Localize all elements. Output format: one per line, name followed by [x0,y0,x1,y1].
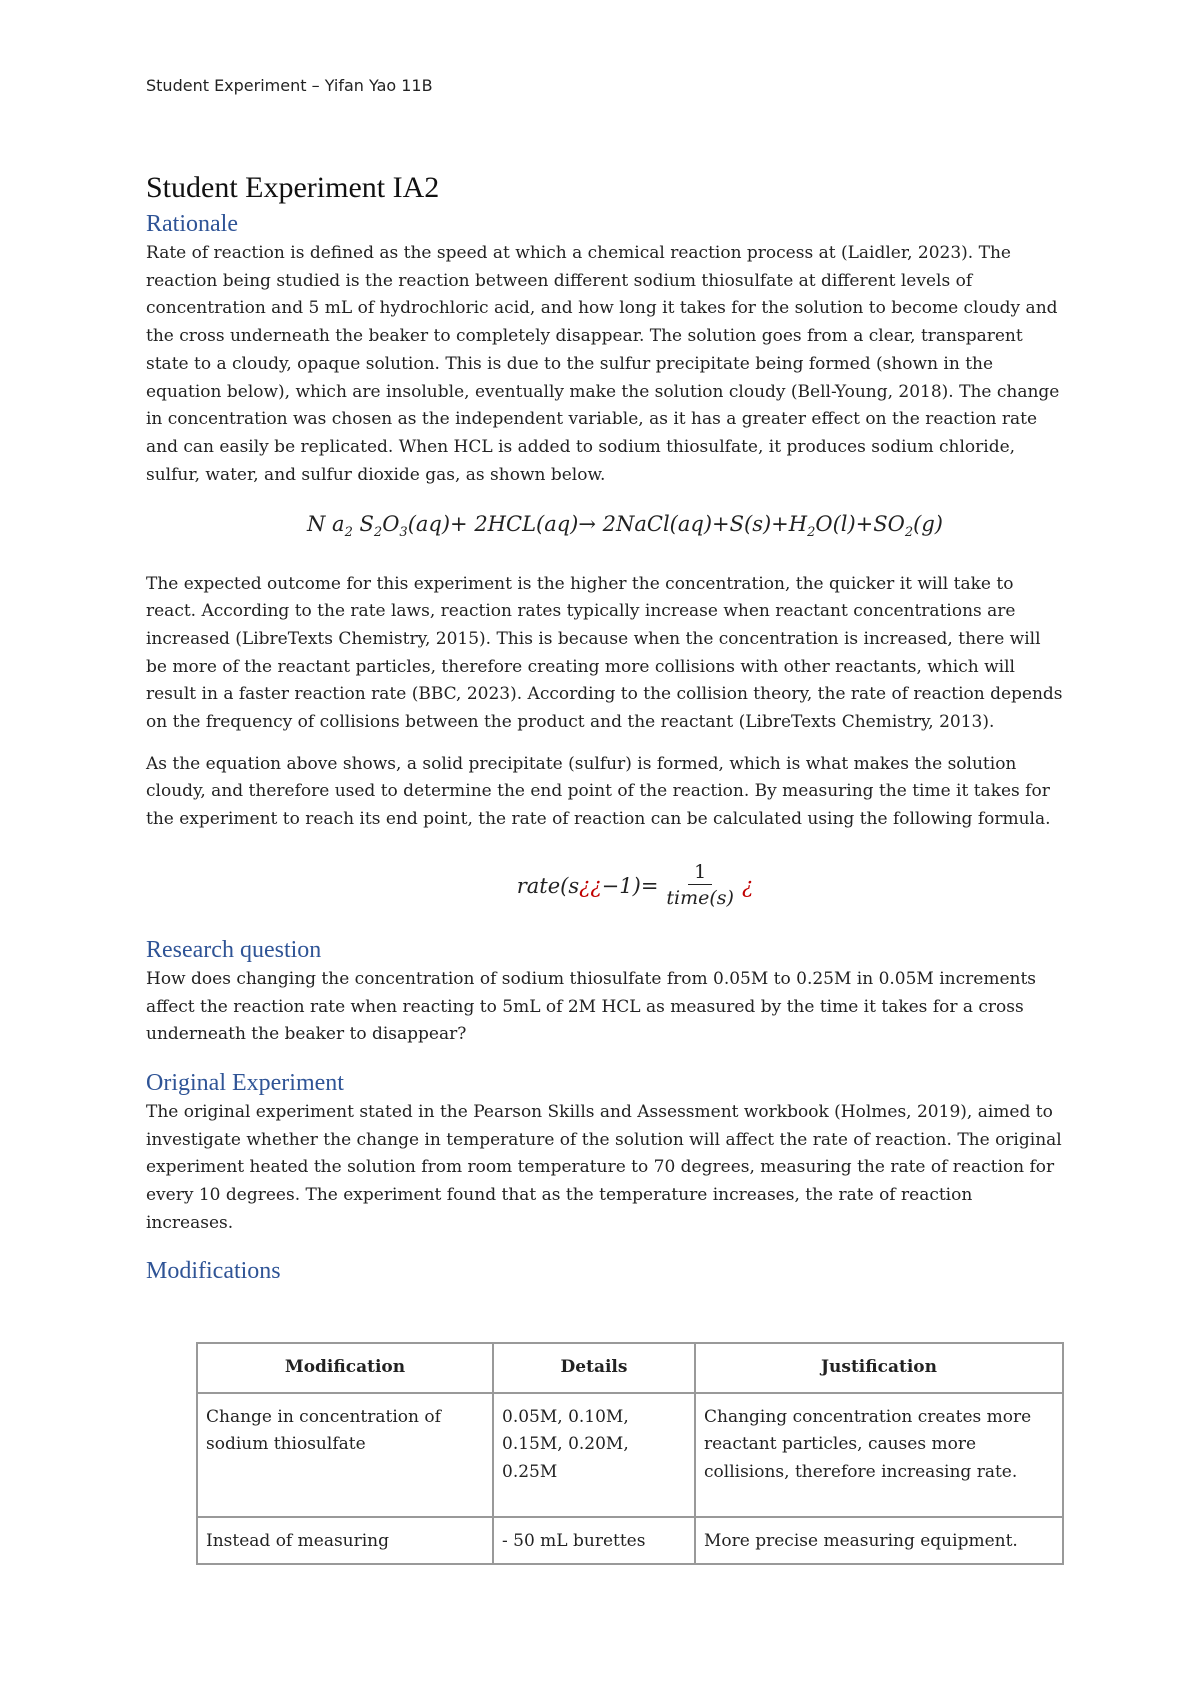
eq-sub-2d: 2 [904,525,914,541]
rationale-paragraph-3: As the equation above shows, a solid precipitate (sulfur) is formed, which is what makes the solution cloudy, and therefore used to determine the end point of the reaction. By measuring the time it takes for the experiment to reach its end point, the rate of reaction can be calculated using the following formula. [146,753,1051,830]
table-cell: 0.05M, 0.10M, 0.15M, 0.20M, 0.25M [493,1393,695,1517]
formula-left: rate(s [516,873,580,898]
rationale-paragraph-1: Rate of reaction is defined as the speed at which a chemical reaction process at (Laidler, 2023). The reaction being studied is the reaction between different sodium thiosulfate at different levels of concentration and 5 mL of hydrochloric acid, and how long it takes for the solution to become cloudy and the cross underneath the beaker to completely disappear. The solution goes from a clear, transparent state to a cloudy, opaque solution. This is due to the sulfur precipitate being formed (shown in the equation below), which are insoluble, eventually make the solution cloudy (Bell-Young, 2018). The change in concentration was chosen as the independent variable, as it has a greater effect on the reaction rate and can easily be replicated. When HCL is added to sodium thiosulfate, it produces sodium chloride, sulfur, water, and sulfur dioxide gas, as shown below. [146,243,1060,485]
eq-water: O(l)+SO [815,512,905,537]
eq-sub-2c: 2 [807,525,816,541]
eq-na: N a [306,512,345,537]
rationale-paragraph-2: The expected outcome for this experiment is the higher the concentration, the quicker it will take to react. According to the rate laws, reaction rates typically increase when reactant concentrations are increased (LibreTexts Chemistry, 2015). This is because when the concentration is increased, there will be more of the reactant particles, therefore creating more collisions with other reactants, which will result in a faster reaction rate (BBC, 2023). According to the collision theory, the rate of reaction depends on the frequency of collisions between the product and the reactant (LibreTexts Chemistry, 2013). [146,573,1063,733]
research-question-heading: Research question [146,936,322,963]
research-question-paragraph: How does changing the concentration of sodium thiosulfate from 0.05M to 0.25M in 0.05M increments affect the reaction rate when reacting to 5mL of 2M HCL as measured by the time it takes for a cross underneath the beaker to disappear? [146,968,1037,1045]
eq-s: S [359,512,374,537]
formula-fraction [660,860,740,911]
table-row [197,1393,1063,1517]
table-cell: More precise measuring equipment. [695,1517,1063,1565]
eq-sub-2b: 2 [373,525,383,541]
modifications-heading: Modifications [146,1258,281,1285]
table-header-row [197,1343,1063,1393]
eq-o: O [382,512,400,537]
formula-marks: ¿¿ [579,873,602,898]
column-header-details: Details [493,1343,695,1393]
table-row [197,1517,1063,1565]
rate-formula [146,856,1064,916]
eq-gas: (g) [913,512,944,537]
rationale-heading: Rationale [146,211,238,237]
column-header-justification: Justification [695,1343,1063,1393]
table-cell: Changing concentration creates more reactant particles, causes more collisions, therefore increasing rate. [695,1393,1063,1517]
formula-mid: −1)= [601,873,659,898]
modifications-table [196,1342,1064,1565]
eq-sub-2a: 2 [344,525,353,541]
table-cell: - 50 mL burettes [493,1517,695,1565]
document-body [146,168,1064,1287]
formula-numerator: 1 [688,860,712,885]
table-cell: Change in concentration of sodium thiosulfate [197,1393,493,1517]
original-experiment-paragraph: The original experiment stated in the Pearson Skills and Assessment workbook (Holmes, 2019), aimed to investigate whether the change in temperature of the solution will affect the rate of reaction. The original experiment heated the solution from room temperature to 70 degrees, measuring the rate of reaction for every 10 degrees. The experiment found that as the temperature increases, the rate of reaction increases. [146,1101,1062,1233]
eq-middle: (aq)+ 2HCL(aq)→ 2NaCl(aq)+S(s)+H [407,512,808,537]
chemical-equation [146,509,1064,548]
document-title: Student Experiment IA2 [146,171,440,204]
eq-sub-3: 3 [399,525,408,541]
formula-tail: ¿ [741,873,754,898]
table-cell: Instead of measuring [197,1517,493,1565]
page-header: Student Experiment – Yifan Yao 11B [146,76,433,95]
original-experiment-heading: Original Experiment [146,1069,344,1096]
column-header-modification: Modification [197,1343,493,1393]
formula-denominator: time(s) [666,887,734,910]
